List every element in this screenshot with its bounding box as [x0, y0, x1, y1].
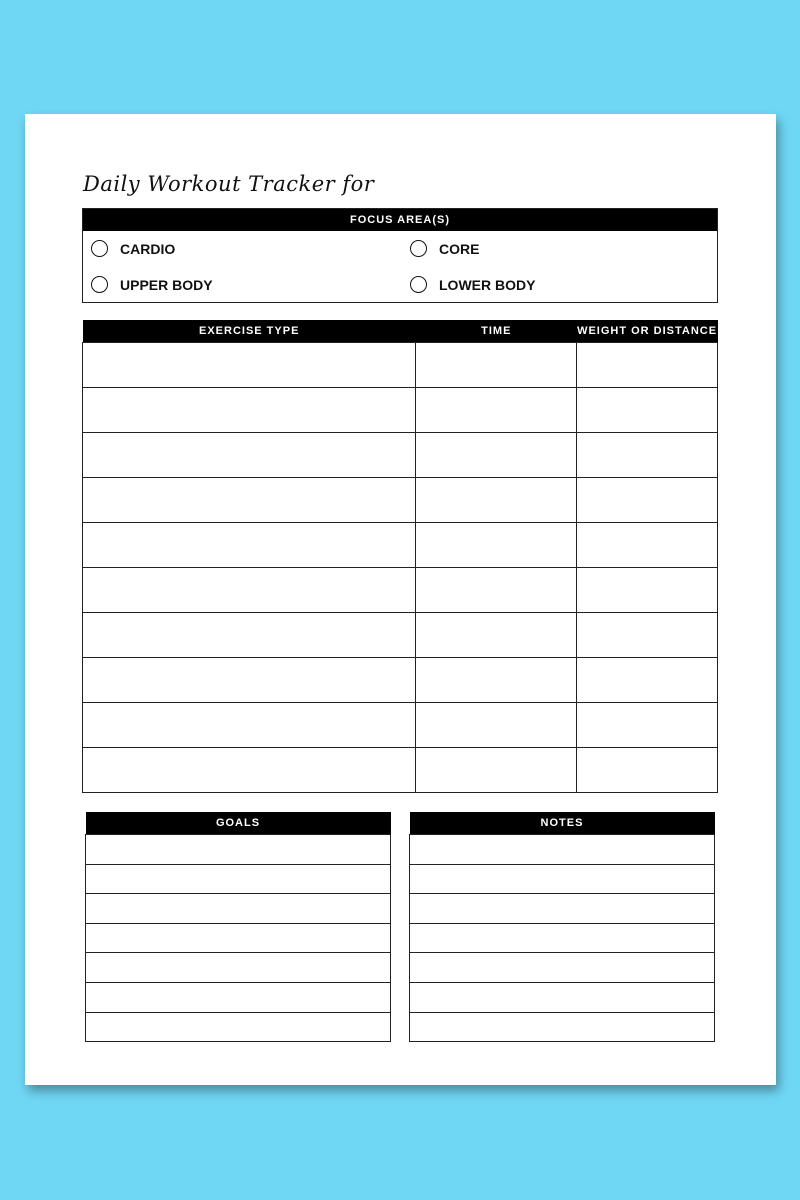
time-cell[interactable]	[416, 658, 577, 703]
notes-line[interactable]	[410, 864, 715, 894]
notes-line[interactable]	[410, 835, 715, 865]
goals-line[interactable]	[86, 835, 391, 865]
notes-line[interactable]	[410, 953, 715, 983]
goals-line[interactable]	[86, 864, 391, 894]
focus-area-header: FOCUS AREA(S)	[83, 209, 717, 231]
weight-distance-cell[interactable]	[577, 523, 718, 568]
focus-area-section	[82, 208, 718, 303]
exercise-row	[83, 343, 718, 388]
printable-sheet	[25, 114, 776, 1085]
notes-header: NOTES	[410, 812, 715, 835]
exercise-row	[83, 523, 718, 568]
time-cell[interactable]	[416, 388, 577, 433]
option-label: UPPER BODY	[120, 276, 213, 293]
weight-distance-cell[interactable]	[577, 388, 718, 433]
notes-section	[409, 812, 715, 1042]
time-cell[interactable]	[416, 613, 577, 658]
exercise-type-cell[interactable]	[83, 388, 416, 433]
notes-row	[410, 923, 715, 953]
exercise-type-cell[interactable]	[83, 523, 416, 568]
goals-header: GOALS	[86, 812, 391, 835]
weight-distance-cell[interactable]	[577, 748, 718, 793]
goals-row	[86, 982, 391, 1012]
option-label: LOWER BODY	[439, 276, 536, 293]
goals-line[interactable]	[86, 923, 391, 953]
goals-row	[86, 1012, 391, 1042]
exercise-type-cell[interactable]	[83, 658, 416, 703]
exercise-row	[83, 433, 718, 478]
goals-row	[86, 864, 391, 894]
exercise-type-cell[interactable]	[83, 748, 416, 793]
page-title: Daily Workout Tracker for	[83, 172, 375, 196]
notes-row	[410, 894, 715, 924]
notes-row	[410, 864, 715, 894]
exercise-table	[82, 320, 718, 793]
option-label: CORE	[439, 240, 480, 257]
core-radio[interactable]	[410, 240, 427, 257]
exercise-type-cell[interactable]	[83, 613, 416, 658]
upper-body-radio[interactable]	[91, 276, 108, 293]
weight-distance-header: WEIGHT OR DISTANCE	[577, 320, 718, 343]
lower-body-radio[interactable]	[410, 276, 427, 293]
option-upper-body[interactable]	[91, 276, 213, 293]
option-cardio[interactable]	[91, 240, 175, 257]
exercise-row	[83, 658, 718, 703]
exercise-rows	[83, 343, 718, 793]
time-cell[interactable]	[416, 703, 577, 748]
notes-lines	[410, 835, 715, 1042]
goals-line[interactable]	[86, 982, 391, 1012]
exercise-header-row	[83, 320, 718, 343]
notes-line[interactable]	[410, 894, 715, 924]
exercise-type-cell[interactable]	[83, 568, 416, 613]
exercise-row	[83, 748, 718, 793]
exercise-type-cell[interactable]	[83, 343, 416, 388]
exercise-row	[83, 703, 718, 748]
goals-row	[86, 835, 391, 865]
notes-row	[410, 982, 715, 1012]
exercise-row	[83, 478, 718, 523]
notes-line[interactable]	[410, 982, 715, 1012]
time-cell[interactable]	[416, 748, 577, 793]
weight-distance-cell[interactable]	[577, 613, 718, 658]
weight-distance-cell[interactable]	[577, 703, 718, 748]
goals-row	[86, 953, 391, 983]
goals-row	[86, 923, 391, 953]
exercise-type-header: EXERCISE TYPE	[83, 320, 416, 343]
weight-distance-cell[interactable]	[577, 658, 718, 703]
exercise-row	[83, 388, 718, 433]
weight-distance-cell[interactable]	[577, 568, 718, 613]
notes-row	[410, 953, 715, 983]
weight-distance-cell[interactable]	[577, 478, 718, 523]
time-cell[interactable]	[416, 343, 577, 388]
option-core[interactable]	[410, 240, 479, 257]
goals-line[interactable]	[86, 953, 391, 983]
goals-row	[86, 894, 391, 924]
goals-line[interactable]	[86, 1012, 391, 1042]
exercise-type-cell[interactable]	[83, 478, 416, 523]
goals-section	[85, 812, 391, 1042]
exercise-row	[83, 568, 718, 613]
option-label: CARDIO	[120, 240, 176, 257]
time-header: TIME	[416, 320, 577, 343]
goals-line[interactable]	[86, 894, 391, 924]
notes-line[interactable]	[410, 923, 715, 953]
weight-distance-cell[interactable]	[577, 343, 718, 388]
cardio-radio[interactable]	[91, 240, 108, 257]
time-cell[interactable]	[416, 523, 577, 568]
exercise-type-cell[interactable]	[83, 433, 416, 478]
time-cell[interactable]	[416, 568, 577, 613]
notes-row	[410, 1012, 715, 1042]
notes-row	[410, 835, 715, 865]
exercise-row	[83, 613, 718, 658]
option-lower-body[interactable]	[410, 276, 535, 293]
time-cell[interactable]	[416, 433, 577, 478]
weight-distance-cell[interactable]	[577, 433, 718, 478]
goals-lines	[86, 835, 391, 1042]
time-cell[interactable]	[416, 478, 577, 523]
exercise-type-cell[interactable]	[83, 703, 416, 748]
notes-line[interactable]	[410, 1012, 715, 1042]
